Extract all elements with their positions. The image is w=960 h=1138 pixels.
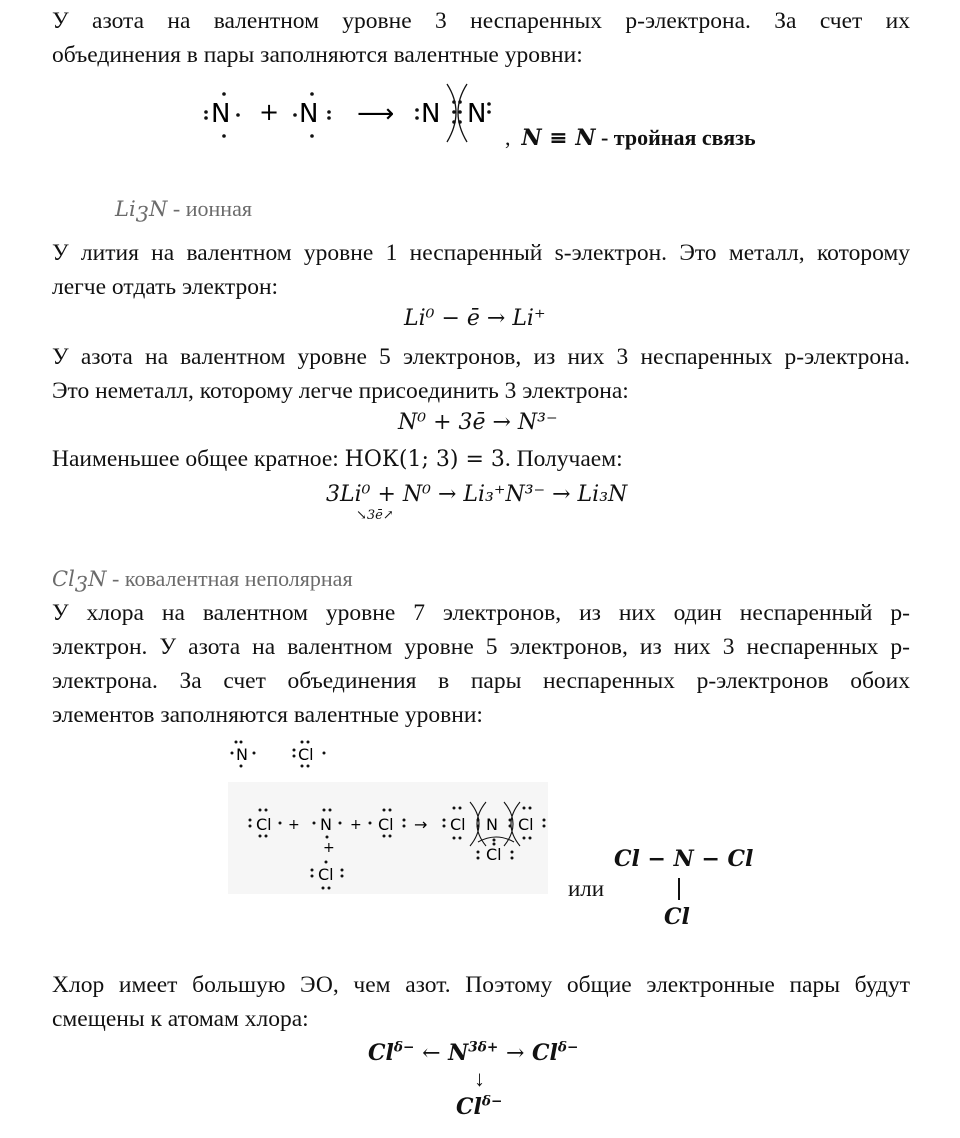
text-line: У азота на валентном уровне 5 электронов, из них 3 неспаренных p-электрона. xyxy=(52,344,910,370)
lcm-after: . Получаем: xyxy=(504,446,623,472)
triple-bond-notation xyxy=(505,125,756,151)
formula-subscript: 3 xyxy=(74,572,89,597)
paragraph-nitrogen-reduction xyxy=(52,340,910,408)
lcm-line xyxy=(52,446,623,473)
plus-sign: + xyxy=(288,817,300,833)
formula-tail: N xyxy=(149,197,168,221)
lcm-label: Наименьшее общее кратное: xyxy=(52,446,339,472)
atom-label: Cl xyxy=(318,865,334,884)
lewis-atom-n-top xyxy=(231,741,256,768)
lcm-formula: НОК(1; 3) = 3 xyxy=(344,447,505,472)
struct-vertical-bond xyxy=(678,878,680,900)
heading-caption: - ионная xyxy=(172,196,252,221)
text-line: элементов заполняются валентные уровни: xyxy=(52,702,483,728)
n-delta-center: $N^{3\delta+}$ xyxy=(448,1039,499,1066)
lewis-atom-n-right xyxy=(293,92,331,138)
paragraph-nitrogen-valence xyxy=(52,4,910,72)
struct-bond: − xyxy=(701,846,720,872)
lewis-atom-cl-top xyxy=(293,741,326,768)
shift-arrow-down: ↓ xyxy=(474,1066,485,1091)
electron-transfer-annotation: ↘3ē↗ xyxy=(356,508,394,523)
paragraph-chlorine-nitrogen xyxy=(52,596,910,732)
text-line: Хлор имеет большую ЭО, чем азот. Поэтому общие электронные пары будут xyxy=(52,972,910,998)
atom-label: N xyxy=(236,745,248,764)
lewis-atom-n-left xyxy=(204,92,240,138)
atom-label: N xyxy=(299,99,319,129)
heading-cl3n xyxy=(52,566,353,597)
atom-label: Cl xyxy=(450,815,466,834)
text-line: У хлора на валентном уровне 7 электронов, из них один неспаренный p- xyxy=(52,600,910,626)
cl-delta-bottom: $Cl^{\delta-}$ xyxy=(456,1093,503,1120)
text-line: У лития на валентном уровне 1 неспаренный s-электрон. Это металл, которому xyxy=(52,240,910,266)
or-label: или xyxy=(568,876,605,901)
formula-base: Li xyxy=(115,197,136,221)
struct-cl-left: Cl xyxy=(614,846,640,872)
paragraph-lithium xyxy=(52,236,910,304)
cl-delta-left: $Cl^{\delta-}$ xyxy=(368,1039,415,1066)
triple-bond-formula: N ≡ N xyxy=(521,125,596,151)
atom-label: N xyxy=(486,815,498,834)
text-line: объединения в пары заполняются валентные уровни: xyxy=(52,42,583,68)
atom-label: N xyxy=(211,99,231,129)
atom-label: Cl xyxy=(298,745,314,764)
lewis-molecule-ncl3 xyxy=(443,802,546,864)
heading-li3n xyxy=(115,196,252,227)
ncl3-lewis-scheme xyxy=(228,736,558,898)
atom-label: N xyxy=(421,99,441,129)
plus-sign: + xyxy=(350,817,362,833)
atom-label: Cl xyxy=(378,815,394,834)
lewis-atom-cl-below xyxy=(311,861,344,890)
atom-label: Cl xyxy=(256,815,272,834)
triple-bond-caption: - тройная связь xyxy=(600,125,756,150)
shift-arrow-left: ← xyxy=(422,1041,441,1066)
reaction-arrow: ⟶ xyxy=(357,99,395,129)
text-line: смещены к атомам хлора: xyxy=(52,1006,309,1032)
n2-formation-scheme xyxy=(195,80,515,150)
struct-bond: − xyxy=(647,846,666,872)
atom-label: Cl xyxy=(486,845,502,864)
struct-cl-bottom: Cl xyxy=(664,904,690,930)
formula-tail: N xyxy=(88,567,107,591)
atom-label: N xyxy=(467,99,487,129)
plus-sign: + xyxy=(259,98,280,126)
text-line: электрона. За счет объединения в пары неспаренных p-электронов обоих xyxy=(52,668,910,694)
comma: , xyxy=(505,125,511,150)
shift-arrow-right: → xyxy=(505,1041,525,1066)
text-line: легче отдать электрон: xyxy=(52,274,279,300)
equation-n-reduction: N⁰ + 3ē → N³⁻ xyxy=(398,410,558,435)
polarity-scheme-row xyxy=(368,1040,578,1066)
struct-n: N xyxy=(673,846,694,872)
formula-base: Cl xyxy=(52,567,75,591)
struct-cl-right: Cl xyxy=(727,846,754,872)
paragraph-electronegativity xyxy=(52,968,910,1036)
atom-label: N xyxy=(320,815,332,834)
lewis-atom-cl-right xyxy=(369,809,406,838)
heading-caption: - ковалентная неполярная xyxy=(112,566,353,591)
formula-subscript: 3 xyxy=(135,202,150,227)
text-line: Это неметалл, которому легче присоединить 3 электрона: xyxy=(52,378,629,404)
text-line: У азота на валентном уровне 3 неспаренных p-электрона. За счет их xyxy=(52,8,910,34)
plus-sign: + xyxy=(323,840,335,856)
equation-li3n-formation: 3Li⁰ + N⁰ → Li₃⁺N³⁻ → Li₃N xyxy=(326,482,628,507)
equation-li-oxidation: Li⁰ − ē → Li⁺ xyxy=(404,306,546,331)
atom-label: Cl xyxy=(518,815,534,834)
lewis-atom-n-center xyxy=(313,809,342,839)
lewis-molecule-n2 xyxy=(415,84,491,142)
text-line: электрон. У азота на валентном уровне 5 электронов, из них 3 неспаренных p- xyxy=(52,634,910,660)
reaction-arrow: → xyxy=(414,815,428,834)
cl-delta-right: $Cl^{\delta-}$ xyxy=(532,1039,579,1066)
lewis-atom-cl-left xyxy=(249,809,282,838)
structural-formula-top xyxy=(614,846,753,872)
